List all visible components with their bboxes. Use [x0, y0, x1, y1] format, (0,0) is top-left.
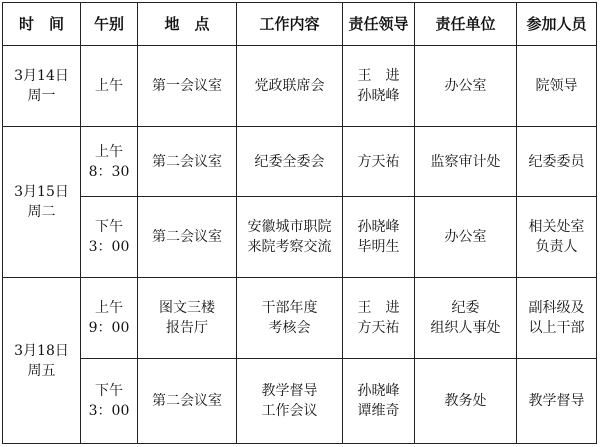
- attendees-cell: 相关处室 负责人: [517, 197, 597, 278]
- header-time: 时 间: [3, 3, 81, 46]
- attendees-cell: 副科级及 以上干部: [517, 278, 597, 359]
- period-cell: 上午 9：00: [81, 278, 138, 359]
- leader-cell: 孙晓峰 谭维奇: [343, 359, 415, 444]
- location-cell: 第二会议室: [138, 127, 237, 197]
- table-row: [3, 127, 597, 197]
- leader-cell: 孙晓峰 毕明生: [343, 197, 415, 278]
- unit-cell: 纪委 组织人事处: [415, 278, 517, 359]
- table-row: [3, 46, 597, 127]
- location-cell: 第二会议室: [138, 197, 237, 278]
- header-location: 地 点: [138, 3, 237, 46]
- table-row: [3, 197, 597, 278]
- location-cell: 第二会议室: [138, 359, 237, 444]
- task-cell: 教学督导 工作会议: [237, 359, 343, 444]
- period-cell: 上午 8：30: [81, 127, 138, 197]
- header-period: 午别: [81, 3, 138, 46]
- table-header-row: [3, 3, 597, 46]
- table-row: [3, 359, 597, 444]
- task-cell: 纪委全委会: [237, 127, 343, 197]
- unit-cell: 教务处: [415, 359, 517, 444]
- unit-cell: 办公室: [415, 46, 517, 127]
- unit-cell: 监察审计处: [415, 127, 517, 197]
- attendees-cell: 纪委委员: [517, 127, 597, 197]
- location-cell: 第一会议室: [138, 46, 237, 127]
- location-cell: 图文三楼 报告厅: [138, 278, 237, 359]
- weekly-schedule-table: [2, 2, 597, 444]
- attendees-cell: 教学督导: [517, 359, 597, 444]
- leader-cell: 方天祐: [343, 127, 415, 197]
- date-cell: 3月14日 周一: [3, 46, 81, 127]
- leader-cell: 王 进 方天祐: [343, 278, 415, 359]
- period-cell: 上午: [81, 46, 138, 127]
- leader-cell: 王 进 孙晓峰: [343, 46, 415, 127]
- header-attendees: 参加人员: [517, 3, 597, 46]
- table-row: [3, 278, 597, 359]
- period-cell: 下午 3：00: [81, 197, 138, 278]
- unit-cell: 办公室: [415, 197, 517, 278]
- task-cell: 干部年度 考核会: [237, 278, 343, 359]
- date-cell: 3月15日 周二: [3, 127, 81, 278]
- attendees-cell: 院领导: [517, 46, 597, 127]
- period-cell: 下午 3：00: [81, 359, 138, 444]
- header-unit: 责任单位: [415, 3, 517, 46]
- header-task: 工作内容: [237, 3, 343, 46]
- header-leader: 责任领导: [343, 3, 415, 46]
- task-cell: 安徽城市职院 来院考察交流: [237, 197, 343, 278]
- date-cell: 3月18日 周五: [3, 278, 81, 444]
- task-cell: 党政联席会: [237, 46, 343, 127]
